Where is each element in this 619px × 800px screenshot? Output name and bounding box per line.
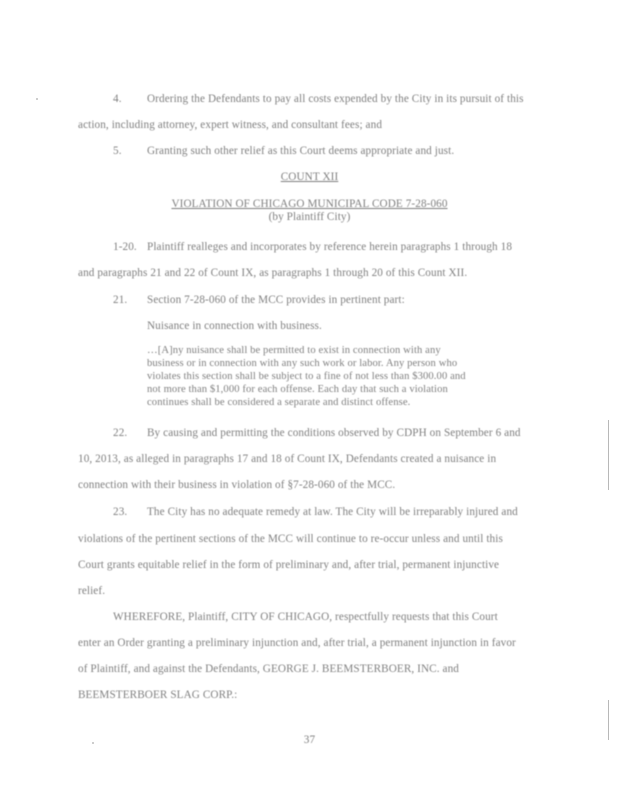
page-number: 37 <box>303 734 316 746</box>
item-4-line-1: Ordering the Defendants to pay all costs expended by the City in its pursuit of this <box>147 93 524 105</box>
by-line: (by Plaintiff City) <box>268 211 351 223</box>
para-22-line-3: connection with their business in violation of §7-28-060 of the MCC. <box>78 479 396 491</box>
para-21-subhead: Nuisance in connection with business. <box>147 320 322 332</box>
item-5-line-1: Granting such other relief as this Court deems appropriate and just. <box>147 145 455 157</box>
item-5-number: 5. <box>113 145 122 157</box>
para-1-20-line-2: and paragraphs 21 and 22 of Count IX, as paragraphs 1 through 20 of this Count XII. <box>78 267 468 279</box>
para-1-20-number: 1-20. <box>113 241 137 253</box>
wherefore-line-2: enter an Order granting a preliminary injunction and, after trial, a permanent injunction in favor <box>78 637 516 649</box>
item-4-line-2: action, including attorney, expert witness, and consultant fees; and <box>78 119 383 131</box>
wherefore-line-4: BEEMSTERBOER SLAG CORP.: <box>78 689 238 701</box>
para-22-line-1: By causing and permitting the conditions observed by CDPH on September 6 and <box>147 427 521 439</box>
violation-heading: VIOLATION OF CHICAGO MUNICIPAL CODE 7-28-060 <box>171 198 448 210</box>
para-1-20-line-1: Plaintiff realleges and incorporates by reference herein paragraphs 1 through 18 <box>147 241 513 253</box>
para-23-number: 23. <box>113 506 128 518</box>
quote-line-3: violates this section shall be subject to a fine of not less than $300.00 and <box>147 371 466 382</box>
wherefore-line-3: of Plaintiff, and against the Defendants, GEORGE J. BEEMSTERBOER, INC. and <box>78 663 459 675</box>
scan-edge-mark <box>608 700 609 740</box>
count-heading: COUNT XII <box>280 171 339 183</box>
quote-line-1: …[A]ny nuisance shall be permitted to exist in connection with any <box>147 345 441 356</box>
scan-edge-mark <box>608 420 609 490</box>
quote-line-5: continues shall be considered a separate and distinct offense. <box>147 397 411 408</box>
scan-speck <box>92 742 94 744</box>
item-4-number: 4. <box>113 93 122 105</box>
para-23-line-2: violations of the pertinent sections of the MCC will continue to re-occur unless and until this <box>78 533 503 545</box>
para-21-line-1: Section 7-28-060 of the MCC provides in pertinent part: <box>147 294 405 306</box>
wherefore-line-1: WHEREFORE, Plaintiff, CITY OF CHICAGO, respectfully requests that this Court <box>113 611 498 623</box>
quote-line-4: not more than $1,000 for each offense. Each day that such a violation <box>147 384 448 395</box>
para-22-number: 22. <box>113 427 128 439</box>
para-23-line-1: The City has no adequate remedy at law. The City will be irreparably injured and <box>147 506 518 518</box>
scan-speck <box>36 98 38 100</box>
quote-line-2: business or in connection with any such work or labor. Any person who <box>147 358 458 369</box>
para-21-number: 21. <box>113 294 128 306</box>
para-23-line-3: Court grants equitable relief in the form of preliminary and, after trial, permanent injunctive <box>78 559 500 571</box>
para-23-line-4: relief. <box>78 585 106 597</box>
para-22-line-2: 10, 2013, as alleged in paragraphs 17 and 18 of Count IX, Defendants created a nuisance in <box>78 453 497 465</box>
